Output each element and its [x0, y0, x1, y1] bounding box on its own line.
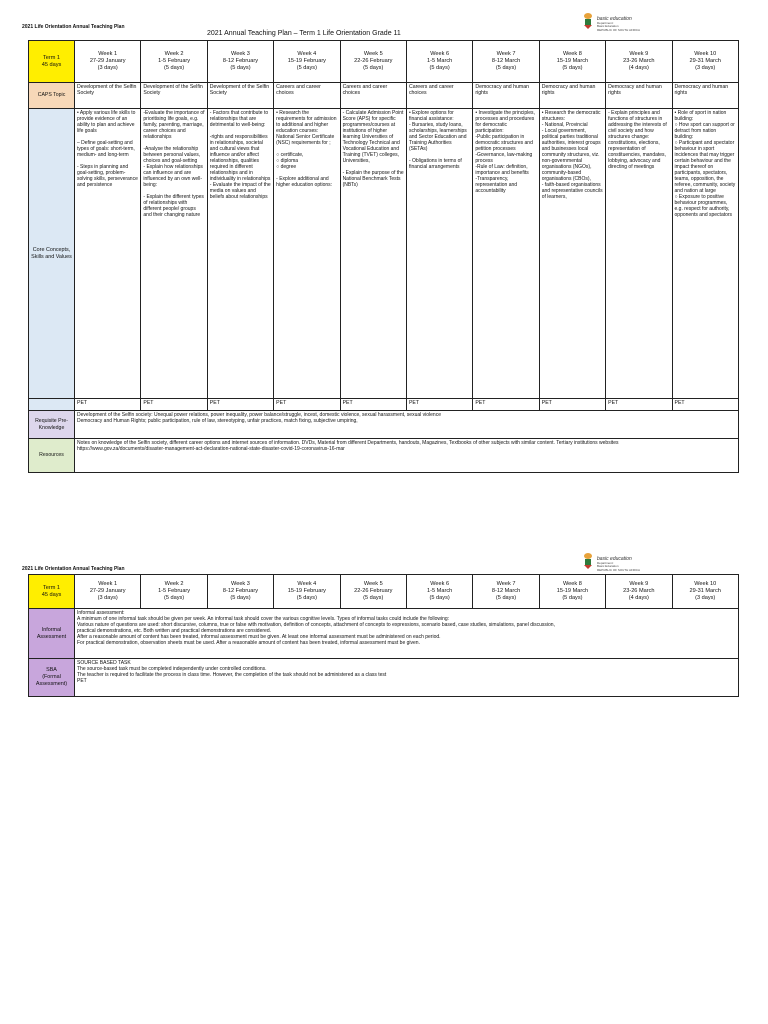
sba-label [29, 659, 75, 697]
week-dates: 8-12 February [222, 588, 259, 595]
coat-of-arms-icon [582, 12, 594, 30]
logo-text: basic education [597, 16, 632, 22]
week-dates: 22-26 February [354, 58, 393, 65]
week-dates: 1-5 March [427, 58, 453, 65]
informal-assessment-label: Informal Assessment [29, 609, 75, 659]
page-two [0, 552, 768, 752]
caps-topic-cell: Democracy and human rights [606, 83, 672, 109]
week-dates: 29-31 March [689, 588, 721, 595]
week-dates: 22-26 February [354, 588, 393, 595]
week-header [340, 41, 406, 83]
week-dates: 27-29 January [89, 58, 126, 65]
document-name: 2021 Life Orientation Annual Teaching Plan [22, 566, 125, 572]
core-concepts-cell [672, 109, 738, 399]
week-header [539, 41, 605, 83]
assessment-plan-table [28, 574, 739, 697]
core-concepts-text: - Explain principles and functions of structures in addressing the interests of civil society and how structures change: constitutions, elections, representation of constituencies, mandates, lobbying, advocacy and directing of meetings [608, 110, 667, 170]
week-header [473, 575, 539, 609]
requisite-knowledge-label: Requisite Pre-Knowledge [29, 411, 75, 439]
pet-row [29, 399, 739, 411]
week-dates: 1-5 February [158, 588, 191, 595]
term-label-text: Term 1 45 days [41, 584, 62, 598]
core-concepts-cell [274, 109, 340, 399]
core-concepts-text: -Evaluate the importance of prioritising life goals, e.g. family, parenting, marriage, career choices and relationships -Analyse the relationship between personal values, choices and goal-setting - Explain how relationships can influence and are influenced by an own well-being: - Explain the different types of relationships with different people/ groups and their changing nature [143, 110, 205, 218]
week-label: Week 6 [430, 51, 450, 58]
core-concepts-text: - Factors that contribute to relationships that are detrimental to well-being: -rights and responsibilities in relationships, societal and cultural views that influence and/or affect relationships, qualities required in different relationships and in individuality in relationships - Evaluate the impact of the media on values and beliefs about relationships [209, 110, 271, 200]
resources-text: Notes on knowledge of the Selfin society, different career options and internet sources of information. DVDs, Material from different Departments, handouts, Magazines, Textbooks of other subjects with similar content. Tertiary institutions websites https://www.gov.za/documents/disaster-management-act-declaration-national-state-disaster-covid-19-coronavirus-16-mar [77, 440, 619, 452]
week-header [75, 575, 141, 609]
sba-cell [75, 659, 739, 697]
week-label: Week 2 [164, 581, 184, 588]
document-name: 2021 Life Orientation Annual Teaching Plan [22, 24, 125, 30]
resources-cell [75, 439, 739, 473]
weeks-header-row [29, 575, 739, 609]
week-label: Week 8 [562, 51, 582, 58]
core-concepts-text: • Research the requirements for admission to additional and higher education courses: National Senior Certificate (NSC) requirements for ; ○ certificate, ○ diploma ○ degree - Explore additional and higher education options: [276, 110, 337, 188]
requisite-knowledge-row [29, 411, 739, 439]
week-header [672, 41, 738, 83]
coat-of-arms-icon [582, 552, 594, 570]
week-header [340, 575, 406, 609]
core-concepts-text: • Research the democratic structures: - National, Provincial - Local government, political parties traditional authorities, interest groups and businesses local community structures, viz. non-governmental organisations (NGOs), community-based organisations (CBOs), - faith-based organisations and representative councils of learners, [541, 110, 603, 200]
week-days: (5 days) [363, 594, 384, 601]
week-days: (3 days) [695, 64, 716, 71]
week-days: (5 days) [230, 594, 251, 601]
week-days: (4 days) [628, 64, 649, 71]
caps-topic-cell: Democracy and human rights [473, 83, 539, 109]
pet-cell: PET [672, 399, 738, 411]
week-dates: 27-29 January [89, 588, 126, 595]
week-header [274, 41, 340, 83]
week-dates: 15-19 March [556, 588, 589, 595]
sba-text: SOURCE BASED TASK The source-based task must be completed independently under controlled conditions. The teacher is required to facilitate the process in class time. However, the completion of the task should not be administered as a class test PET [77, 660, 387, 684]
week-label: Week 1 [98, 51, 118, 58]
week-header [606, 575, 672, 609]
week-days: (5 days) [429, 594, 450, 601]
week-header [406, 575, 472, 609]
week-header [75, 41, 141, 83]
week-days: (5 days) [562, 64, 583, 71]
annual-teaching-plan-table [28, 40, 739, 473]
term-label-text: Term 1 45 days [41, 54, 62, 68]
caps-topic-cell: Development of the Selfin Society [207, 83, 273, 109]
week-label: Week 5 [363, 581, 383, 588]
week-header [606, 41, 672, 83]
week-header [141, 575, 207, 609]
pet-cell: PET [274, 399, 340, 411]
pet-cell: PET [340, 399, 406, 411]
week-days: (5 days) [163, 64, 185, 71]
week-days: (5 days) [495, 64, 517, 71]
caps-topic-cell: Democracy and human rights [539, 83, 605, 109]
week-label: Week 10 [694, 51, 717, 58]
week-dates: 15-19 February [287, 588, 326, 595]
pet-cell: PET [473, 399, 539, 411]
week-label: Week 7 [496, 581, 516, 588]
caps-topic-row [29, 83, 739, 109]
informal-assessment-text: Informal assessment: A minimum of one informal task should be given per week. An informal task should cover the various cognitive levels. Types of informal tasks could include the following: Various nature of questions are used: short discursive, columns, true or false with motivation, definition of concepts, attachment of concepts to expressions, scenario based, case studies, simulations, panel discussion, practical demonstrations, etc. Both written and practical demonstrations are considered. After a reasonable amount of content has been treated, informal assessment must be given. At least one informal assessment must be administered on each period. For practical demonstration, observation sheets must be used. After a reasonable amount of content has been treated, informal assessment must be given. [77, 610, 555, 646]
week-header [473, 41, 539, 83]
week-label: Week 4 [297, 581, 317, 588]
week-days: (3 days) [97, 594, 118, 601]
term-label [29, 41, 75, 83]
week-dates: 8-12 March [491, 58, 521, 65]
pet-cell: PET [207, 399, 273, 411]
week-label: Week 3 [231, 51, 250, 58]
term-label [29, 575, 75, 609]
core-concepts-cell [539, 109, 605, 399]
week-days: (5 days) [429, 64, 450, 71]
document-title: 2021 Annual Teaching Plan – Term 1 Life Orientation Grade 11 [207, 30, 401, 37]
week-dates: 23-26 March [623, 58, 655, 65]
week-days: (4 days) [628, 594, 649, 601]
week-label: Week 6 [430, 581, 450, 588]
pet-cell: PET [75, 399, 141, 411]
core-concepts-text: • Investigate the principles, processes and procedures for democratic participation: -Public participation in democratic structures and petition processes -Governance, law-making process -Rule of Law: definition, importance and benefits -Transparency, representation and accountability [475, 110, 535, 194]
week-label: Week 5 [363, 51, 383, 58]
pet-cell: PET [406, 399, 472, 411]
week-header [672, 575, 738, 609]
caps-topic-cell: Democracy and human rights [672, 83, 738, 109]
week-label: Week 9 [629, 581, 649, 588]
week-days: (3 days) [695, 594, 716, 601]
pet-cell: PET [141, 399, 207, 411]
week-label: Week 7 [496, 51, 516, 58]
requisite-knowledge-cell [75, 411, 739, 439]
pet-cell: PET [539, 399, 605, 411]
logo-subtext: Department: Basic Education REPUBLIC OF SOUTH AFRICA [597, 21, 641, 32]
core-concepts-cell [207, 109, 273, 399]
core-concepts-row [29, 109, 739, 399]
caps-topic-cell: Careers and career choices [274, 83, 340, 109]
week-header [141, 41, 207, 83]
week-days: (3 days) [97, 64, 118, 71]
week-dates: 8-12 March [491, 588, 521, 595]
week-days: (5 days) [296, 64, 317, 71]
caps-topic-cell: Development of the Selfin Society [141, 83, 207, 109]
informal-assessment-cell [75, 609, 739, 659]
logo-subtext: Department: Basic Education REPUBLIC OF SOUTH AFRICA [597, 561, 641, 572]
resources-label: Resources [29, 439, 75, 473]
week-label: Week 4 [297, 51, 317, 58]
week-label: Week 2 [164, 51, 184, 58]
week-header [406, 41, 472, 83]
core-concepts-cell [473, 109, 539, 399]
caps-topic-cell: Careers and career choices [406, 83, 472, 109]
core-concepts-cell [340, 109, 406, 399]
department-logo [582, 12, 642, 34]
week-days: (5 days) [296, 594, 317, 601]
requisite-knowledge-text: Development of the Selfin society: Unequal power relations, power inequality, power balance/struggle, incest, domestic violence, sexual harassment, sexual violence Democracy and Human Rights; public participation, rule of law, stereotyping, unfair practices, match fixing, subjective umpiring, [77, 412, 441, 424]
week-days: (5 days) [230, 64, 251, 71]
week-header [207, 41, 273, 83]
core-concepts-cell [606, 109, 672, 399]
informal-assessment-row [29, 609, 739, 659]
week-label: Week 8 [562, 581, 582, 588]
department-logo [582, 552, 642, 574]
week-header [207, 575, 273, 609]
week-header [274, 575, 340, 609]
week-dates: 8-12 February [222, 58, 259, 65]
week-days: (5 days) [363, 64, 384, 71]
week-dates: 1-5 March [427, 588, 453, 595]
week-dates: 15-19 March [556, 58, 589, 65]
caps-topic-cell: Careers and career choices [340, 83, 406, 109]
core-concepts-cell [141, 109, 207, 399]
page-one [0, 8, 768, 508]
pet-cell: PET [606, 399, 672, 411]
pet-row-label-spacer [29, 399, 75, 411]
core-concepts-text: • Explore options for financial assistance: - Bursaries, study loans, scholarships, learnerships and Sector Education and Training Authorities (SETAs) - Obligations in terms of financial arrangements [408, 110, 467, 170]
week-days: (5 days) [562, 594, 583, 601]
weeks-header-row [29, 41, 739, 83]
core-concepts-cell [406, 109, 472, 399]
week-days: (5 days) [495, 594, 517, 601]
week-header [539, 575, 605, 609]
week-dates: 23-26 March [623, 588, 655, 595]
sba-row [29, 659, 739, 697]
week-dates: 15-19 February [287, 58, 326, 65]
week-label: Week 3 [231, 581, 250, 588]
caps-topic-cell: Development of the Selfin Society [75, 83, 141, 109]
week-dates: 29-31 March [689, 58, 721, 65]
caps-topic-label: CAPS Topic [29, 83, 75, 109]
week-label: Week 10 [694, 581, 717, 588]
week-label: Week 1 [98, 581, 118, 588]
week-days: (5 days) [163, 594, 185, 601]
core-concepts-cell [75, 109, 141, 399]
logo-text: basic education [597, 556, 632, 562]
sba-label-text: SBA (Formal Assessment) [35, 667, 68, 687]
week-label: Week 9 [629, 51, 649, 58]
core-concepts-label: Core Concepts, Skills and Values [29, 109, 75, 399]
week-dates: 1-5 February [158, 58, 191, 65]
resources-row [29, 439, 739, 473]
core-concepts-text: • Role of sport in nation building: ○ How sport can support or detract from nation building: ○ Participant and spectator behaviour in sport incidences that may trigger certain behaviour and the impact thereof on participants, spectators, teams, opposition, the referee, community, society and nation at large ○ Exposure to positive behaviour programmes, e.g. respect for authority, opponents and spectators [674, 110, 736, 218]
core-concepts-text: - Calculate Admission Point Score (APS) for specific programmes/courses at institutions of higher learning Universities of Technology Technical and Vocational Education and Training (TVET) colleges, Universities, - Explain the purpose of the National Benchmark Tests (NBTs) [342, 110, 404, 188]
core-concepts-text: • Apply various life skills to provide evidence of an ability to plan and achieve life goals – Define goal-setting and types of goals: short-term, medium- and long-term - Steps in planning and goal-setting, problem-solving skills, perseverance and persistence [77, 110, 138, 188]
